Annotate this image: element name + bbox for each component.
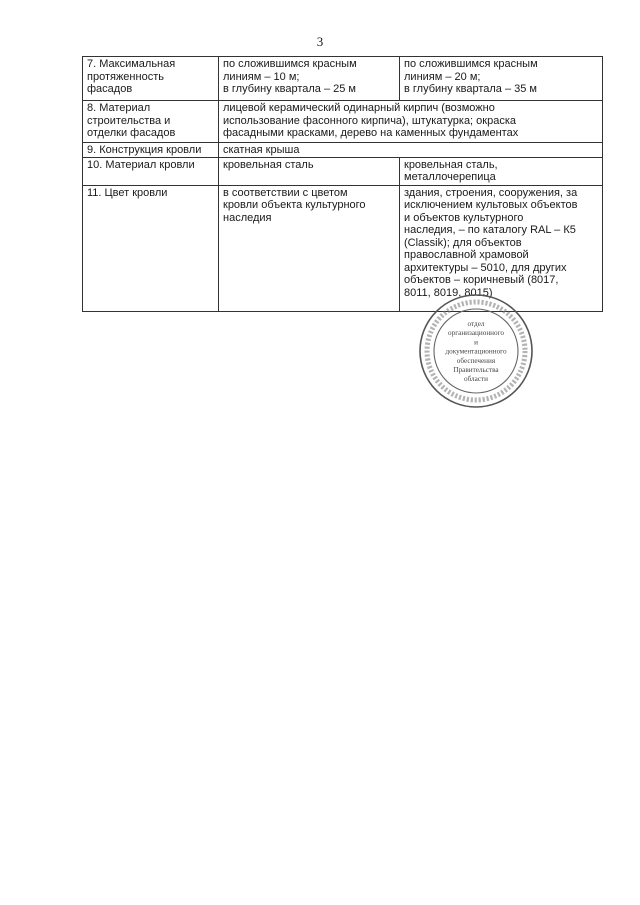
row-10-value-a: кровельная сталь xyxy=(219,157,400,185)
table-row xyxy=(83,157,603,185)
row-11-value-a: в соответствии с цветом кровли объекта культурного наследия xyxy=(219,185,400,311)
row-10-label: 10. Материал кровли xyxy=(83,157,219,185)
stamp-text-line: организационного xyxy=(448,329,504,338)
row-9-value: скатная крыша xyxy=(219,143,603,158)
stamp-text-line: Правительства xyxy=(453,366,499,374)
row-8-value: лицевой керамический одинарный кирпич (возможно использование фасонного кирпича), штукатурка; окраска фасадными красками, дерево на каменных фундаментах xyxy=(219,101,603,143)
row-11-label: 11. Цвет кровли xyxy=(83,185,219,311)
stamp-text-line: обеспечения xyxy=(456,356,496,365)
stamp-text-line: и xyxy=(474,338,478,347)
row-8-label: 8. Материал строительства и отделки фасадов xyxy=(83,101,219,143)
table-row xyxy=(83,143,603,158)
row-7-value-a: по сложившимся красным линиям – 10 м; в глубину квартала – 25 м xyxy=(219,57,400,101)
official-stamp xyxy=(417,292,535,410)
table-row xyxy=(83,101,603,143)
page-number: 3 xyxy=(316,34,324,49)
stamp-text-line: области xyxy=(463,375,489,384)
row-7-label: 7. Максимальная протяженность фасадов xyxy=(83,57,219,101)
regulations-table xyxy=(82,56,603,312)
stamp-seal-icon xyxy=(417,292,535,410)
row-10-value-b: кровельная сталь, металлочерепица xyxy=(400,157,603,185)
table-row xyxy=(83,57,603,101)
stamp-text-line: отдел xyxy=(467,320,485,328)
row-7-value-b: по сложившимся красным линиям – 20 м; в глубину квартала – 35 м xyxy=(400,57,603,101)
stamp-text-line: документационного xyxy=(445,347,507,356)
row-11-value-b: здания, строения, сооружения, за исключением культовых объектов и объектов культурного наследия, – по каталогу RAL – К5 (Classik); для объектов православной храмовой архитектуры – 5010, для других объектов – коричневый (8017, 8011, 8019, 8015) xyxy=(400,185,603,311)
row-9-label: 9. Конструкция кровли xyxy=(83,143,219,158)
